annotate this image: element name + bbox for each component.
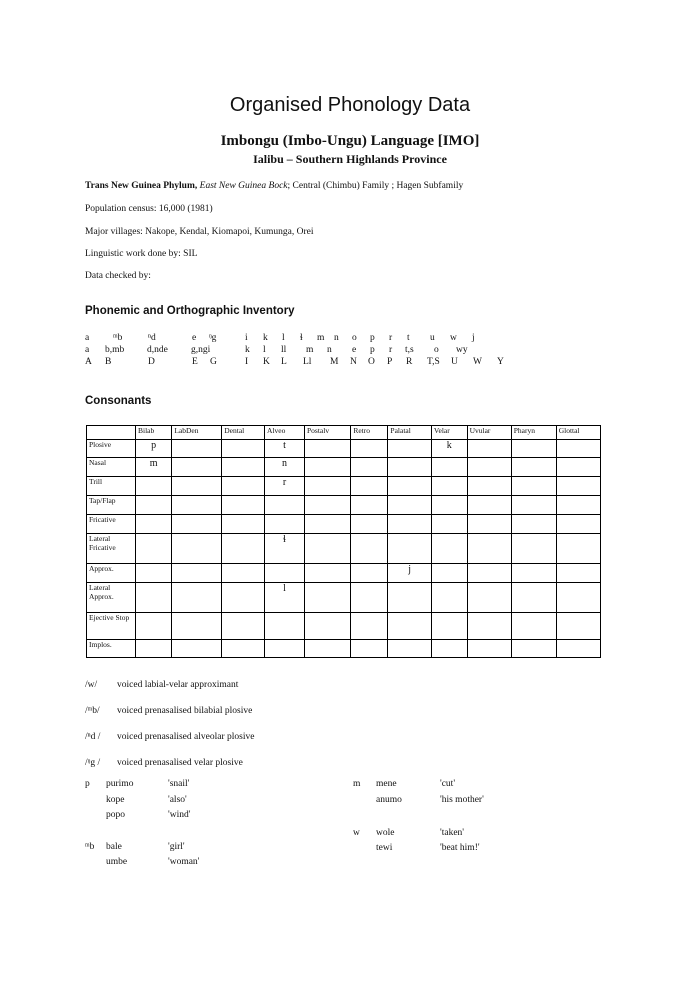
consonant-cell [265,515,305,534]
consonant-cell [172,477,222,496]
inventory-uppercase-item: W [473,357,482,367]
consonant-cell [136,496,172,515]
note-symbol: /ᵑg / [85,758,101,768]
consonant-cell [222,458,265,477]
inventory-phonemes-item: m [317,333,325,343]
consonant-cell [265,640,305,658]
inventory-uppercase-item: P [387,357,393,367]
example-phoneme: ᵐb [85,842,95,852]
inventory-uppercase-item: K [263,357,270,367]
consonant-cell [388,477,432,496]
consonant-column-header: Glottal [556,426,600,440]
inventory-uppercase-item: B [105,357,112,367]
phylum-rest: ; Central (Chimbu) Family ; Hagen Subfamily [287,181,464,191]
example-gloss: 'beat him!' [440,843,480,853]
note-description: voiced prenasalised alveolar plosive [117,732,255,742]
consonant-cell [351,496,388,515]
consonant-cell [304,458,350,477]
consonant-cell [351,515,388,534]
consonant-column-header: Dental [222,426,265,440]
consonant-cell [351,477,388,496]
consonant-cell [511,534,556,564]
consonant-cell [265,564,305,583]
phylum-branch: East New Guinea Bock [199,181,288,191]
inventory-uppercase-item: I [245,357,249,367]
consonant-cell [467,613,511,640]
consonant-cell [388,496,432,515]
inventory-uppercase-item: Ll [303,357,312,367]
consonant-cell [304,583,350,613]
consonant-cell [351,583,388,613]
consonant-cell: n [265,458,305,477]
inventory-phonemes-item: ᵑg [209,333,217,343]
example-gloss: 'cut' [440,779,456,789]
inventory-lowercase-item: wy [456,345,468,355]
consonant-table-corner [87,426,136,440]
consonant-cell [511,477,556,496]
consonant-cell [467,564,511,583]
inventory-phonemes-item: ɬ [300,333,303,343]
consonant-cell [431,458,467,477]
consonant-cell [304,496,350,515]
inventory-phonemes-item: ᵐb [113,333,123,343]
consonant-cell [304,477,350,496]
consonant-row-label: Implos. [87,640,136,658]
inventory-lowercase-item: n [327,345,332,355]
consonant-cell [467,534,511,564]
consonant-cell [172,583,222,613]
inventory-uppercase-item: L [281,357,287,367]
inventory-uppercase-item: M [330,357,339,367]
consonant-cell [431,496,467,515]
consonant-cell [222,496,265,515]
consonant-cell [172,640,222,658]
consonant-cell [136,640,172,658]
consonant-cell [222,640,265,658]
consonant-cell [431,640,467,658]
consonant-cell [222,583,265,613]
example-gloss: 'snail' [168,779,190,789]
consonant-row-label: Plosive [87,440,136,458]
consonant-cell [222,564,265,583]
inventory-uppercase-item: T,S [427,357,440,367]
consonant-cell [511,613,556,640]
consonant-cell [304,564,350,583]
inventory-lowercase-item: l [263,345,266,355]
page-title: Organised Phonology Data [229,94,471,116]
consonant-cell [431,534,467,564]
consonant-cell [467,640,511,658]
consonant-column-header: Velar [431,426,467,440]
inventory-uppercase-item: E [192,357,198,367]
consonant-cell [172,534,222,564]
consonant-cell [136,564,172,583]
inventory-lowercase-item: r [389,345,393,355]
example-word: kope [106,795,125,805]
consonant-cell: r [265,477,305,496]
inventory-heading: Phonemic and Orthographic Inventory [85,305,295,317]
consonant-column-header: Retro [351,426,388,440]
example-gloss: 'taken' [440,828,464,838]
consonant-cell [431,564,467,583]
consonant-row [87,458,601,477]
phoneme-note [85,758,243,768]
consonant-cell [556,477,600,496]
consonant-row-label: Trill [87,477,136,496]
phylum-line [85,181,463,191]
inventory-lowercase-item: t,s [405,345,414,355]
consonants-heading: Consonants [85,395,152,407]
consonant-row [87,583,601,613]
consonant-row [87,477,601,496]
consonant-column-header: Uvular [467,426,511,440]
consonant-cell [467,515,511,534]
inventory-lowercase-item: ll [281,345,287,355]
consonant-cell [136,534,172,564]
consonant-row-label: Approx. [87,564,136,583]
consonant-row [87,564,601,583]
consonant-cell: t [265,440,305,458]
consonant-cell [431,583,467,613]
consonant-column-header: Palatal [388,426,432,440]
consonant-cell [467,496,511,515]
phoneme-note [85,680,238,690]
inventory-lowercase-item: a [85,345,90,355]
consonant-cell [222,534,265,564]
consonant-cell [556,534,600,564]
consonant-cell [172,496,222,515]
checked-line: Data checked by: [85,271,151,281]
consonant-row [87,640,601,658]
consonant-cell [222,613,265,640]
example-word: popo [106,810,125,820]
consonant-cell [222,477,265,496]
consonant-column-header: Postalv [304,426,350,440]
consonant-column-header: Pharyn [511,426,556,440]
inventory-lowercase-item: d,nde [147,345,168,355]
consonant-cell [172,515,222,534]
consonant-cell [304,440,350,458]
example-word: mene [376,779,397,789]
consonant-cell [388,440,432,458]
consonant-row [87,440,601,458]
inventory-uppercase-item: R [406,357,413,367]
note-symbol: /w/ [85,680,98,690]
consonant-row [87,534,601,564]
inventory-lowercase-item: b,mb [105,345,125,355]
consonant-cell [304,613,350,640]
phoneme-note [85,706,252,716]
consonant-cell [304,515,350,534]
consonant-cell [511,496,556,515]
consonant-row-label: Fricative [87,515,136,534]
consonant-cell [467,440,511,458]
example-gloss: 'girl' [168,842,185,852]
note-symbol: /ᵐb/ [85,706,100,716]
inventory-lowercase-item: g,ngi [191,345,211,355]
consonant-cell [388,515,432,534]
consonant-cell [556,440,600,458]
example-phoneme: p [85,779,90,789]
inventory-lowercase-item: e [352,345,357,355]
consonant-cell [172,564,222,583]
consonant-cell [511,583,556,613]
example-gloss: 'wind' [168,810,191,820]
consonant-table-body [87,440,601,658]
villages-line: Major villages: Nakope, Kendal, Kiomapoi, Kumunga, Orei [85,227,314,237]
consonant-table-header [87,426,601,440]
inventory-phonemes-item: l [282,333,285,343]
consonant-cell [265,613,305,640]
example-word: purimo [106,779,134,789]
example-word: bale [106,842,122,852]
language-region: Ialibu – Southern Highlands Province [253,152,447,166]
consonant-cell [172,440,222,458]
consonant-column-header: Alveo [265,426,305,440]
consonant-cell [388,583,432,613]
language-name: Imbongu (Imbo-Ungu) Language [IMO] [220,133,480,149]
consonant-cell [304,534,350,564]
example-phoneme: w [353,828,360,838]
note-symbol: /ⁿd / [85,732,101,742]
consonant-row-label: Tap/Flap [87,496,136,515]
population-line: Population census: 16,000 (1981) [85,204,213,214]
consonant-cell [351,613,388,640]
consonant-cell [136,477,172,496]
inventory-lowercase-item: k [245,345,250,355]
consonant-cell [511,458,556,477]
consonant-cell [431,477,467,496]
inventory-phonemes-item: a [85,333,90,343]
consonant-cell [511,515,556,534]
consonant-cell [467,458,511,477]
consonant-cell [388,613,432,640]
example-phoneme: m [353,779,361,789]
consonant-cell [467,583,511,613]
inventory-uppercase-item: U [451,357,458,367]
consonant-cell [136,583,172,613]
consonant-cell [388,640,432,658]
inventory-phonemes-item: w [450,333,457,343]
inventory-uppercase-item: O [368,357,375,367]
note-description: voiced prenasalised bilabial plosive [117,706,253,716]
consonant-cell [388,458,432,477]
inventory-uppercase-item: A [85,357,92,367]
consonant-cell [136,613,172,640]
inventory-phonemes-item: j [472,333,475,343]
consonant-cell [556,613,600,640]
consonant-cell [351,458,388,477]
consonant-cell: ɬ [265,534,305,564]
consonant-cell: p [136,440,172,458]
consonant-cell: k [431,440,467,458]
consonant-row-label: Lateral Approx. [87,583,136,613]
example-word: umbe [106,857,128,867]
inventory-phonemes-item: ⁿd [148,333,156,343]
consonant-row-label: Ejective Stop [87,613,136,640]
example-word: wole [376,828,395,838]
consonant-cell [265,496,305,515]
inventory-uppercase-item: N [350,357,357,367]
consonant-cell: l [265,583,305,613]
consonant-cell [556,640,600,658]
consonant-cell [556,458,600,477]
inventory-lowercase-item: p [370,345,375,355]
example-gloss: 'his mother' [440,795,484,805]
inventory-uppercase-item: G [210,357,217,367]
example-gloss: 'woman' [168,857,200,867]
consonant-cell [136,515,172,534]
consonant-cell [556,496,600,515]
inventory-phonemes-item: e [192,333,197,343]
consonant-cell [431,515,467,534]
inventory-phonemes-item: i [245,333,248,343]
consonant-row [87,496,601,515]
example-word: anumo [376,795,402,805]
inventory-phonemes-item: p [370,333,375,343]
consonant-cell [511,564,556,583]
consonant-row [87,515,601,534]
consonant-cell [351,564,388,583]
consonant-cell [511,640,556,658]
inventory-phonemes-item: r [389,333,393,343]
consonant-column-header: LabDen [172,426,222,440]
consonant-table [86,425,601,658]
consonant-cell [172,458,222,477]
consonant-cell [388,534,432,564]
note-description: voiced prenasalised velar plosive [117,758,243,768]
consonant-row [87,613,601,640]
phylum-label: Trans New Guinea Phylum, [85,181,198,191]
inventory-phonemes-item: n [334,333,339,343]
consonant-cell [431,613,467,640]
consonant-cell [556,564,600,583]
consonant-cell [222,515,265,534]
linguistic-work-line: Linguistic work done by: SIL [85,249,198,259]
example-word: tewi [376,843,393,853]
consonant-cell [556,515,600,534]
consonant-column-header: Bilab [136,426,172,440]
consonant-cell: j [388,564,432,583]
inventory-phonemes-item: t [407,333,410,343]
consonant-cell [222,440,265,458]
inventory-phonemes-item: k [263,333,268,343]
consonant-cell [351,534,388,564]
consonant-cell [467,477,511,496]
example-gloss: 'also' [168,795,187,805]
inventory-phonemes-item: u [430,333,435,343]
inventory-uppercase-item: D [148,357,155,367]
consonant-cell [304,640,350,658]
note-description: voiced labial-velar approximant [117,680,239,690]
inventory-lowercase-item: o [434,345,439,355]
inventory-lowercase-item: m [306,345,314,355]
consonant-cell [556,583,600,613]
consonant-cell [511,440,556,458]
phoneme-note [85,732,254,742]
consonant-row-label: Lateral Fricative [87,534,136,564]
consonant-cell [351,640,388,658]
consonant-cell [172,613,222,640]
consonant-row-label: Nasal [87,458,136,477]
consonant-cell [351,440,388,458]
inventory-uppercase-item: Y [497,357,504,367]
inventory-phonemes-item: o [352,333,357,343]
consonant-cell: m [136,458,172,477]
